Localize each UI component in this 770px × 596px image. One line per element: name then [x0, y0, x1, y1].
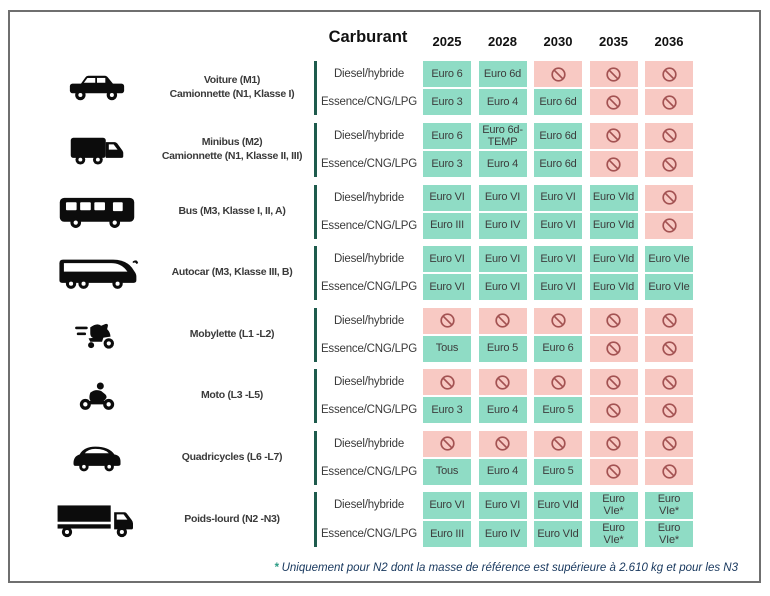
norm-cell: Euro VI — [423, 274, 471, 300]
fuel-type-label: Diesel/hybride — [333, 376, 405, 389]
motorcycle-icon — [10, 369, 150, 423]
banned-cell — [590, 61, 638, 87]
norm-cell: Euro VI — [534, 213, 582, 239]
fuel-type-label: Essence/CNG/LPG — [320, 158, 418, 171]
norm-cell: Euro 6d-TEMP — [479, 123, 527, 150]
norm-cell: Euro 3 — [423, 89, 471, 115]
norm-cell: Euro 3 — [423, 397, 471, 423]
year-header-2035: 2035 — [599, 34, 628, 49]
banned-cell — [590, 431, 638, 457]
no-entry-icon — [494, 312, 511, 329]
fuel-type-label: Diesel/hybride — [333, 499, 405, 512]
norm-cell: Euro VId — [534, 521, 582, 548]
vehicle-label-line: Mobylette (L1 -L2) — [189, 327, 275, 340]
banned-cell — [645, 336, 693, 362]
vehicle-label-line: Minibus (M2) — [201, 136, 263, 149]
no-entry-icon — [661, 94, 678, 111]
norm-cell: Euro VI — [423, 246, 471, 272]
norm-cell: Euro VId — [590, 213, 638, 239]
vehicle-label-line: Bus (M3, Klasse I, II, A) — [178, 204, 286, 217]
fuel-type-label: Essence/CNG/LPG — [320, 465, 418, 478]
fuel-type-label: Essence/CNG/LPG — [320, 219, 418, 232]
banned-cell — [645, 213, 693, 239]
no-entry-icon — [661, 189, 678, 206]
no-entry-icon — [605, 435, 622, 452]
no-entry-icon — [605, 340, 622, 357]
footnote-star: * — [274, 562, 279, 574]
fuel-rows — [317, 431, 693, 485]
banned-cell — [645, 61, 693, 87]
norm-cell: Euro VId — [590, 185, 638, 211]
banned-cell — [534, 308, 582, 334]
footnote-text: Uniquement pour N2 dont la masse de référence est supérieure à 2.610 kg et pour les N3 — [281, 562, 738, 574]
fuel-type-label: Essence/CNG/LPG — [320, 342, 418, 355]
fuel-row — [317, 336, 693, 362]
fuel-rows — [317, 246, 693, 300]
year-header-2036: 2036 — [654, 34, 684, 49]
fuel-row — [317, 397, 693, 423]
norm-cell: Euro VI — [534, 246, 582, 272]
banned-cell — [534, 431, 582, 457]
no-entry-icon — [605, 127, 622, 144]
no-entry-icon — [605, 374, 622, 391]
fuel-row — [317, 89, 693, 115]
banned-cell — [590, 369, 638, 395]
banned-cell — [423, 308, 471, 334]
banned-cell — [645, 369, 693, 395]
banned-cell — [590, 459, 638, 485]
fuel-row — [317, 521, 693, 548]
norm-cell: Euro III — [423, 521, 471, 548]
fuel-row — [317, 246, 693, 272]
norm-cell: Euro VIe — [645, 246, 693, 272]
vehicle-label-line: Camionnette (N1, Klasse I) — [169, 88, 295, 100]
vehicle-group — [10, 246, 759, 300]
vehicle-group — [10, 369, 759, 423]
table-frame — [8, 10, 761, 583]
norm-cell: Euro IV — [479, 213, 527, 239]
vehicle-label-line: Autocar (M3, Klasse III, B) — [171, 266, 293, 279]
footnote — [274, 562, 738, 574]
norm-cell: Euro VI — [534, 185, 582, 211]
fuel-type-label: Essence/CNG/LPG — [320, 528, 418, 541]
no-entry-icon — [661, 156, 678, 173]
norm-cell: Euro 6d — [479, 61, 527, 87]
fuel-rows — [317, 185, 693, 239]
vehicle-group — [10, 308, 759, 362]
banned-cell — [534, 369, 582, 395]
no-entry-icon — [550, 435, 567, 452]
banned-cell — [645, 431, 693, 457]
vehicle-group — [10, 431, 759, 485]
norm-cell: Euro VI — [479, 274, 527, 300]
vehicle-group — [10, 185, 759, 239]
no-entry-icon — [661, 435, 678, 452]
fuel-type-label: Diesel/hybride — [333, 68, 405, 80]
fuel-row — [317, 123, 693, 150]
year-header-2025: 2025 — [432, 34, 462, 49]
banned-cell — [645, 89, 693, 115]
fuel-rows — [317, 308, 693, 362]
no-entry-icon — [494, 435, 511, 452]
norm-cell: Euro VIe* — [590, 492, 638, 519]
banned-cell — [645, 459, 693, 485]
banned-cell — [645, 308, 693, 334]
fuel-row — [317, 61, 693, 87]
quadricycle-icon — [10, 431, 150, 485]
year-header-2030: 2030 — [543, 34, 573, 49]
banned-cell — [479, 308, 527, 334]
norm-cell: Euro 6d — [534, 151, 582, 177]
banned-cell — [423, 431, 471, 457]
vehicle-label-line: Camionnette (N1, Klasse II, III) — [161, 149, 303, 162]
norm-cell: Euro VIe* — [645, 521, 693, 548]
norm-cell: Euro 4 — [479, 459, 527, 485]
vehicle-group — [10, 123, 759, 178]
fuel-row — [317, 185, 693, 211]
vehicle-label-line: Voiture (M1) — [203, 74, 261, 87]
year-headers — [10, 34, 759, 52]
norm-cell: Euro 6 — [534, 336, 582, 362]
norm-cell: Euro 5 — [534, 397, 582, 423]
no-entry-icon — [550, 66, 567, 83]
fuel-type-label: Diesel/hybride — [333, 253, 405, 266]
fuel-rows — [317, 492, 693, 547]
fuel-type-label: Essence/CNG/LPG — [320, 281, 418, 294]
fuel-row — [317, 459, 693, 485]
vehicle-groups — [10, 61, 759, 547]
vehicle-label-line: Quadricycles (L6 -L7) — [181, 450, 283, 463]
vehicle-label — [150, 492, 314, 547]
fuel-type-label: Diesel/hybride — [333, 191, 405, 204]
norm-cell: Euro VId — [590, 246, 638, 272]
norm-cell: Euro VI — [423, 492, 471, 519]
norm-cell: Euro 6d — [534, 123, 582, 150]
no-entry-icon — [661, 402, 678, 419]
banned-cell — [590, 397, 638, 423]
no-entry-icon — [661, 66, 678, 83]
norm-cell: Euro VI — [534, 274, 582, 300]
norm-cell: Euro 4 — [479, 397, 527, 423]
no-entry-icon — [550, 312, 567, 329]
vehicle-label — [150, 246, 314, 300]
norm-cell: Euro 5 — [479, 336, 527, 362]
no-entry-icon — [661, 374, 678, 391]
vehicle-label — [150, 185, 314, 239]
no-entry-icon — [661, 127, 678, 144]
banned-cell — [479, 431, 527, 457]
coach-icon — [10, 246, 150, 300]
no-entry-icon — [605, 66, 622, 83]
vehicle-label — [150, 369, 314, 423]
norm-cell: Euro VI — [479, 185, 527, 211]
banned-cell — [590, 123, 638, 150]
norm-cell: Tous — [423, 336, 471, 362]
vehicle-label — [150, 61, 314, 115]
norm-cell: Euro VI — [479, 492, 527, 519]
norm-cell: Euro VIe — [645, 274, 693, 300]
no-entry-icon — [439, 435, 456, 452]
norm-cell: Euro 5 — [534, 459, 582, 485]
van-icon — [10, 123, 150, 178]
no-entry-icon — [439, 374, 456, 391]
banned-cell — [645, 151, 693, 177]
year-header-2028: 2028 — [488, 34, 517, 49]
norm-cell: Euro 4 — [479, 89, 527, 115]
banned-cell — [590, 89, 638, 115]
fuel-row — [317, 151, 693, 177]
fuel-row — [317, 274, 693, 300]
no-entry-icon — [439, 312, 456, 329]
banned-cell — [590, 336, 638, 362]
scooter-icon — [10, 308, 150, 362]
norm-cell: Euro VId — [590, 274, 638, 300]
banned-cell — [645, 397, 693, 423]
norm-cell: Euro III — [423, 213, 471, 239]
norm-cell: Euro VIe* — [645, 492, 693, 519]
fuel-rows — [317, 123, 693, 178]
fuel-type-label: Diesel/hybride — [333, 129, 405, 142]
vehicle-label — [150, 431, 314, 485]
no-entry-icon — [605, 312, 622, 329]
norm-cell: Tous — [423, 459, 471, 485]
truck-icon — [10, 492, 150, 547]
no-entry-icon — [605, 94, 622, 111]
norm-cell: Euro 3 — [423, 151, 471, 177]
no-entry-icon — [661, 463, 678, 480]
vehicle-group — [10, 61, 759, 115]
norm-cell: Euro 6 — [423, 61, 471, 87]
no-entry-icon — [550, 374, 567, 391]
fuel-type-label: Essence/CNG/LPG — [320, 96, 418, 108]
norm-cell: Euro 6 — [423, 123, 471, 150]
norm-cell: Euro VIe* — [590, 521, 638, 548]
norm-cell: Euro 6d — [534, 89, 582, 115]
fuel-type-label: Diesel/hybride — [333, 314, 405, 327]
fuel-row — [317, 431, 693, 457]
norm-cell: Euro VI — [423, 185, 471, 211]
carburant-header: Carburant — [328, 28, 408, 46]
no-entry-icon — [661, 312, 678, 329]
fuel-type-label: Diesel/hybride — [333, 437, 405, 450]
vehicle-label-line: Moto (L3 -L5) — [200, 389, 263, 402]
car-icon — [10, 61, 150, 115]
banned-cell — [645, 123, 693, 150]
vehicle-group — [10, 492, 759, 547]
fuel-type-label: Essence/CNG/LPG — [320, 404, 418, 417]
fuel-rows — [317, 369, 693, 423]
bus-icon — [10, 185, 150, 239]
vehicle-label-line: Poids-lourd (N2 -N3) — [184, 512, 280, 525]
no-entry-icon — [605, 156, 622, 173]
no-entry-icon — [661, 340, 678, 357]
norm-cell: Euro IV — [479, 521, 527, 548]
banned-cell — [479, 369, 527, 395]
banned-cell — [590, 151, 638, 177]
fuel-row — [317, 369, 693, 395]
banned-cell — [645, 185, 693, 211]
no-entry-icon — [605, 402, 622, 419]
banned-cell — [423, 369, 471, 395]
vehicle-label — [150, 123, 314, 178]
banned-cell — [590, 308, 638, 334]
vehicle-label — [150, 308, 314, 362]
no-entry-icon — [605, 463, 622, 480]
no-entry-icon — [661, 217, 678, 234]
no-entry-icon — [494, 374, 511, 391]
fuel-row — [317, 213, 693, 239]
norm-cell: Euro VI — [479, 246, 527, 272]
fuel-row — [317, 492, 693, 519]
norm-cell: Euro 4 — [479, 151, 527, 177]
fuel-row — [317, 308, 693, 334]
banned-cell — [534, 61, 582, 87]
norm-cell: Euro VId — [534, 492, 582, 519]
fuel-rows — [317, 61, 693, 115]
